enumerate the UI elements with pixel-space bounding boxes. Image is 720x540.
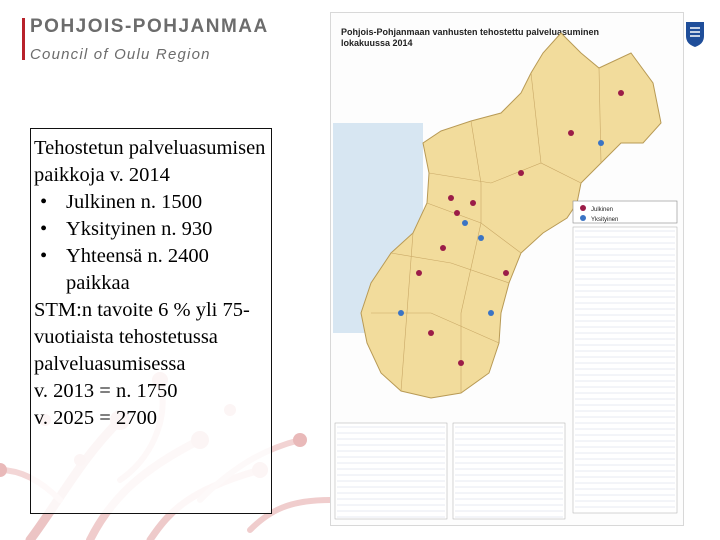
- info-textbox: [30, 128, 272, 514]
- legend-public-marker: [580, 205, 586, 211]
- legend-private-label: Yksityinen: [591, 217, 619, 223]
- region-map: [331, 13, 683, 525]
- legend-public-label: Julkinen: [591, 207, 614, 213]
- brand-title: POHJOIS-POHJANMAA: [30, 16, 269, 37]
- list-item-public: • Julkinen n. 1500: [34, 189, 268, 216]
- goal-text: STM:n tavoite 6 % yli 75-vuotiaista tehostetussa palveluasumisessa: [34, 299, 250, 375]
- year-2025-text: v. 2025 = 2700: [34, 407, 157, 429]
- year-2013-text: v. 2013 = n. 1750: [34, 380, 178, 402]
- service-table-right: [573, 227, 677, 513]
- emblem-logo-icon: [684, 20, 706, 48]
- map-legend-box: [573, 201, 677, 223]
- placement-list: [34, 189, 268, 297]
- legend-private-marker: [580, 215, 586, 221]
- list-item-private: • Yksityinen n. 930: [34, 216, 268, 243]
- brand-subtitle: Council of Oulu Region: [30, 46, 211, 63]
- service-table-bottom: [335, 423, 565, 519]
- map-figure: [330, 12, 684, 526]
- map-title: Pohjois-Pohjanmaan vanhusten tehostettu palveluasuminen lokakuussa 2014: [341, 27, 600, 48]
- textbox-heading: Tehostetun palveluasumisen paikkoja v. 2014: [34, 137, 266, 186]
- brand-mark: [8, 18, 25, 60]
- list-item-total: • Yhteensä n. 2400 paikkaa: [34, 243, 268, 297]
